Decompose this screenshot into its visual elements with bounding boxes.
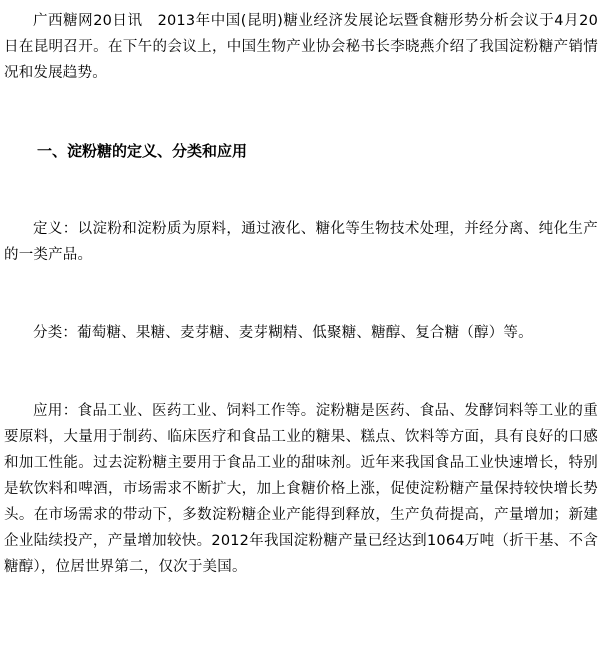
classification-paragraph: 分类：葡萄糖、果糖、麦芽糖、麦芽糊精、低聚糖、糖醇、复合糖（醇）等。: [33, 325, 533, 341]
paragraph-spacer: [4, 86, 598, 138]
definition-paragraph: 定义：以淀粉和淀粉质为原料，通过液化、糖化等生物技术处理，并经分离、纯化生产的一类产品。: [4, 221, 598, 263]
section-heading: 一、淀粉糖的定义、分类和应用: [37, 142, 248, 160]
intro-paragraph: 广西糖网20日讯 2013年中国(昆明)糖业经济发展论坛暨食糖形势分析会议于4月20日在昆明召开。在下午的会议上，中国生物产业协会秘书长李晓燕介绍了我国淀粉糖产销情况和发展趋势。: [4, 13, 598, 81]
paragraph-spacer: [4, 164, 598, 216]
paragraph-spacer: [4, 346, 598, 398]
application-paragraph: 应用：食品工业、医药工业、饲料工作等。淀粉糖是医药、食品、发酵饲料等工业的重要原料，大量用于制药、临床医疗和食品工业的糖果、糕点、饮料等方面，具有良好的口感和加工性能。过去淀粉糖主要用于食品工业的甜味剂。近年来我国食品工业快速增长，特别是软饮料和啤酒，市场需求不断扩大，加上食糖价格上涨，促使淀粉糖产量保持较快增长势头。在市场需求的带动下，多数淀粉糖企业产能得到释放，生产负荷提高，产量增加；新建企业陆续投产，产量增加较快。2012年我国淀粉糖产量已经达到1064万吨（折干基、不含糖醇），位居世界第二，仅次于美国。: [4, 403, 598, 575]
paragraph-spacer: [4, 268, 598, 320]
